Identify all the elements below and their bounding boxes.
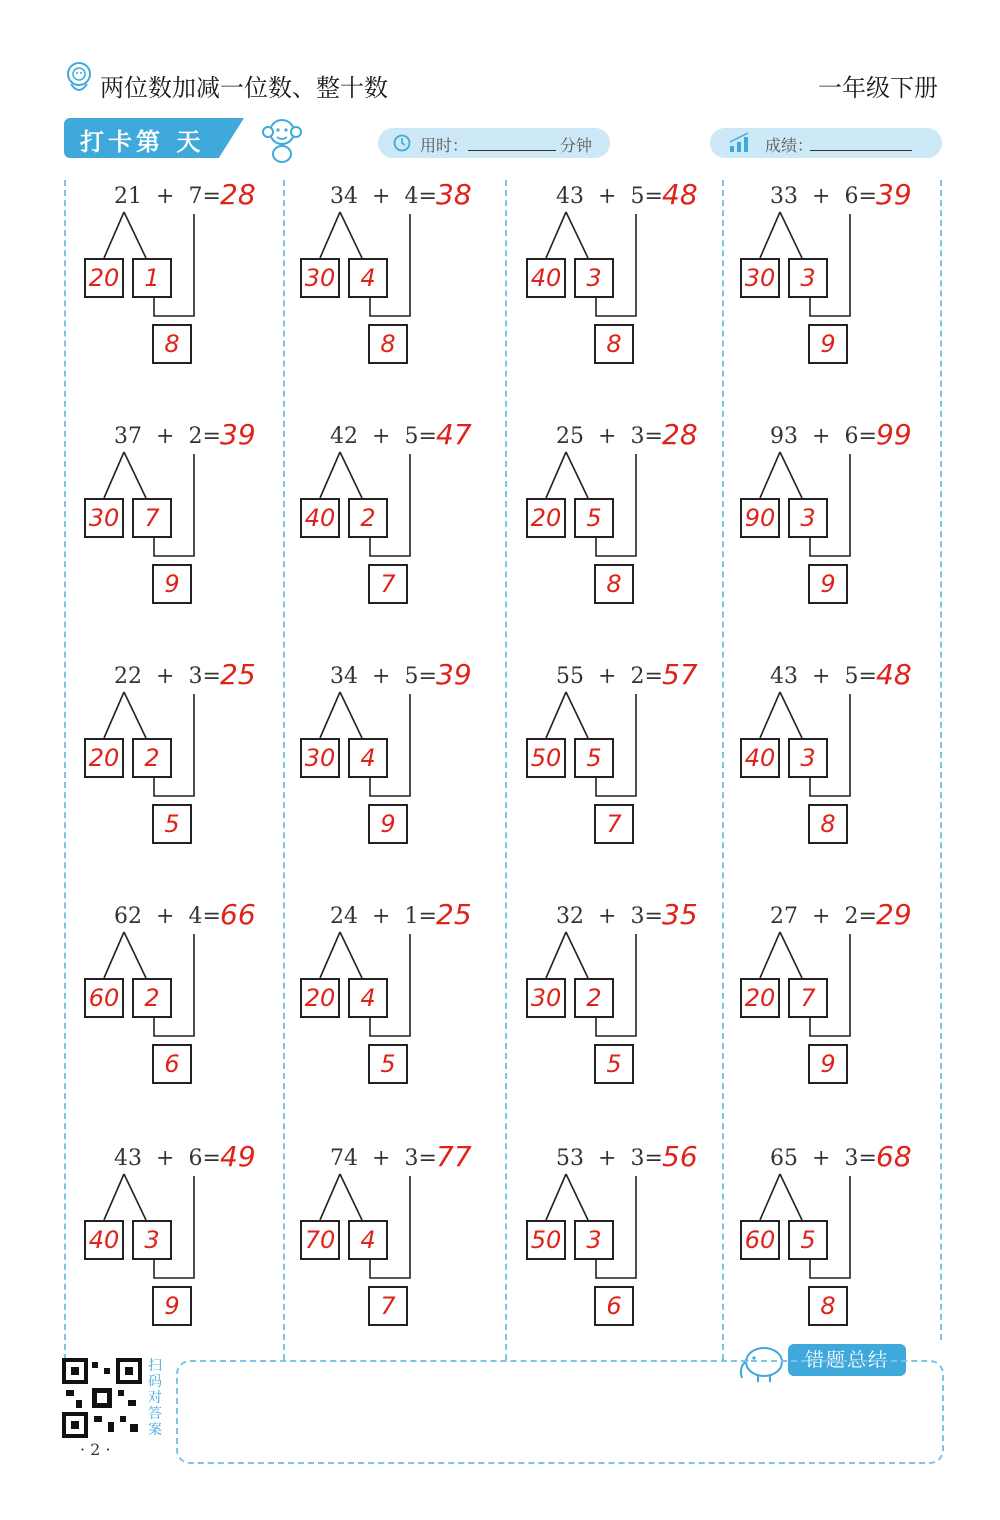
ones-box[interactable]: 4	[348, 1220, 388, 1260]
score-blank[interactable]	[810, 150, 912, 151]
answer[interactable]: 28	[220, 178, 256, 211]
sum-box[interactable]: 9	[808, 564, 848, 604]
tens-box[interactable]: 30	[300, 258, 340, 298]
ones-box[interactable]: 7	[788, 978, 828, 1018]
equation: 43 + 6=	[114, 1146, 221, 1171]
equation: 32 + 3=	[556, 904, 663, 929]
ones-box[interactable]: 2	[348, 498, 388, 538]
time-label: 用时：	[420, 136, 469, 155]
problem-item	[66, 898, 282, 1134]
equation: 22 + 3=	[114, 664, 221, 689]
problem-item	[282, 418, 498, 654]
sum-box[interactable]: 8	[368, 324, 408, 364]
ones-box[interactable]: 2	[132, 978, 172, 1018]
ones-box[interactable]: 3	[788, 258, 828, 298]
addend-a: 32	[556, 904, 584, 929]
answer[interactable]: 49	[220, 1140, 256, 1173]
addend-a: 34	[330, 184, 358, 209]
sum-box[interactable]: 8	[152, 324, 192, 364]
operator: +	[156, 424, 175, 449]
sum-box[interactable]: 5	[368, 1044, 408, 1084]
tens-box[interactable]: 20	[84, 738, 124, 778]
addend-a: 24	[330, 904, 358, 929]
tens-box[interactable]: 20	[740, 978, 780, 1018]
sum-box[interactable]: 5	[594, 1044, 634, 1084]
sum-box[interactable]: 8	[808, 1286, 848, 1326]
addend-b: 7	[188, 184, 203, 209]
addend-b: 3	[630, 424, 645, 449]
ones-box[interactable]: 4	[348, 258, 388, 298]
answer[interactable]: 57	[662, 658, 698, 691]
error-summary-label: 错题总结	[788, 1344, 906, 1376]
problem-item	[722, 178, 938, 414]
tens-box[interactable]: 60	[84, 978, 124, 1018]
ones-box[interactable]: 3	[788, 738, 828, 778]
ones-box[interactable]: 3	[788, 498, 828, 538]
tens-box[interactable]: 50	[526, 738, 566, 778]
answer[interactable]: 38	[436, 178, 472, 211]
addend-a: 33	[770, 184, 798, 209]
addend-a: 53	[556, 1146, 584, 1171]
addend-b: 6	[844, 184, 859, 209]
ones-box[interactable]: 2	[574, 978, 614, 1018]
equation: 43 + 5=	[770, 664, 877, 689]
answer[interactable]: 66	[220, 898, 256, 931]
addend-b: 4	[404, 184, 419, 209]
addend-a: 21	[114, 184, 142, 209]
operator: +	[156, 664, 175, 689]
problem-item	[508, 658, 724, 894]
equation: 65 + 3=	[770, 1146, 877, 1171]
equation: 43 + 5=	[556, 184, 663, 209]
operator: +	[156, 1146, 175, 1171]
addend-a: 43	[770, 664, 798, 689]
addend-b: 5	[630, 184, 645, 209]
problem-item	[282, 898, 498, 1134]
problem-item	[722, 658, 938, 894]
addend-b: 3	[844, 1146, 859, 1171]
equation: 93 + 6=	[770, 424, 877, 449]
addend-b: 6	[188, 1146, 203, 1171]
sum-box[interactable]: 9	[808, 1044, 848, 1084]
sum-box[interactable]: 9	[808, 324, 848, 364]
problem-item	[66, 418, 282, 654]
addend-a: 27	[770, 904, 798, 929]
ones-box[interactable]: 3	[132, 1220, 172, 1260]
addend-a: 37	[114, 424, 142, 449]
equation: 34 + 4=	[330, 184, 437, 209]
addend-b: 5	[404, 424, 419, 449]
sum-box[interactable]: 5	[152, 804, 192, 844]
ones-box[interactable]: 5	[788, 1220, 828, 1260]
tens-box[interactable]: 30	[84, 498, 124, 538]
operator: +	[372, 1146, 391, 1171]
page-title: 两位数加减一位数、整十数	[100, 74, 388, 102]
operator: +	[812, 664, 831, 689]
addend-b: 2	[188, 424, 203, 449]
answer[interactable]: 68	[876, 1140, 912, 1173]
operator: +	[598, 664, 617, 689]
chart-icon	[728, 132, 752, 154]
equation: 25 + 3=	[556, 424, 663, 449]
answer[interactable]: 25	[436, 898, 472, 931]
tens-box[interactable]: 40	[300, 498, 340, 538]
ones-box[interactable]: 5	[574, 738, 614, 778]
ones-box[interactable]: 3	[574, 258, 614, 298]
tens-box[interactable]: 70	[300, 1220, 340, 1260]
answer[interactable]: 56	[662, 1140, 698, 1173]
tens-box[interactable]: 20	[300, 978, 340, 1018]
lion-logo-icon	[62, 60, 96, 98]
operator: +	[372, 424, 391, 449]
problem-item	[508, 898, 724, 1134]
equation: 74 + 3=	[330, 1146, 437, 1171]
addend-b: 4	[188, 904, 203, 929]
addend-b: 5	[404, 664, 419, 689]
equation: 24 + 1=	[330, 904, 437, 929]
addend-a: 43	[114, 1146, 142, 1171]
sum-box[interactable]: 7	[368, 1286, 408, 1326]
addend-b: 1	[404, 904, 419, 929]
ones-box[interactable]: 2	[132, 738, 172, 778]
sum-box[interactable]: 6	[152, 1044, 192, 1084]
tens-box[interactable]: 20	[84, 258, 124, 298]
sum-box[interactable]: 8	[808, 804, 848, 844]
problem-item	[66, 658, 282, 894]
operator: +	[598, 184, 617, 209]
qr-code-icon[interactable]	[62, 1358, 142, 1438]
answer[interactable]: 47	[436, 418, 472, 451]
operator: +	[812, 904, 831, 929]
equation: 53 + 3=	[556, 1146, 663, 1171]
equation: 42 + 5=	[330, 424, 437, 449]
addend-a: 42	[330, 424, 358, 449]
sum-box[interactable]: 7	[368, 564, 408, 604]
addend-b: 3	[404, 1146, 419, 1171]
problem-item	[66, 178, 282, 414]
equation: 27 + 2=	[770, 904, 877, 929]
answer[interactable]: 39	[876, 178, 912, 211]
ones-box[interactable]: 7	[132, 498, 172, 538]
tens-box[interactable]: 50	[526, 1220, 566, 1260]
addend-a: 43	[556, 184, 584, 209]
operator: +	[812, 184, 831, 209]
addend-b: 2	[844, 904, 859, 929]
time-unit: 分钟	[560, 136, 593, 155]
operator: +	[598, 424, 617, 449]
answer[interactable]: 77	[436, 1140, 472, 1173]
operator: +	[598, 904, 617, 929]
addend-a: 74	[330, 1146, 358, 1171]
problem-item	[722, 898, 938, 1134]
tens-box[interactable]: 90	[740, 498, 780, 538]
addend-a: 65	[770, 1146, 798, 1171]
answer[interactable]: 99	[876, 418, 912, 451]
addend-a: 25	[556, 424, 584, 449]
addend-b: 3	[630, 904, 645, 929]
ones-box[interactable]: 3	[574, 1220, 614, 1260]
problem-item	[508, 1140, 724, 1376]
addend-b: 2	[630, 664, 645, 689]
column-divider	[940, 180, 942, 1340]
addend-b: 3	[630, 1146, 645, 1171]
answer[interactable]: 48	[662, 178, 698, 211]
ones-box[interactable]: 5	[574, 498, 614, 538]
equation: 34 + 5=	[330, 664, 437, 689]
sum-box[interactable]: 8	[594, 564, 634, 604]
ones-box[interactable]: 1	[132, 258, 172, 298]
problem-item	[508, 178, 724, 414]
problem-item	[722, 418, 938, 654]
addend-a: 22	[114, 664, 142, 689]
addend-a: 93	[770, 424, 798, 449]
tens-box[interactable]: 40	[740, 738, 780, 778]
addend-b: 3	[188, 664, 203, 689]
sum-box[interactable]: 9	[152, 564, 192, 604]
grade-label: 一年级下册	[818, 74, 938, 102]
monkey-mascot-icon	[255, 112, 309, 166]
operator: +	[156, 184, 175, 209]
operator: +	[372, 904, 391, 929]
error-summary-box[interactable]	[176, 1360, 944, 1464]
sum-box[interactable]: 9	[368, 804, 408, 844]
addend-a: 62	[114, 904, 142, 929]
problem-item	[66, 1140, 282, 1376]
ones-box[interactable]: 4	[348, 738, 388, 778]
equation: 62 + 4=	[114, 904, 221, 929]
answer[interactable]: 48	[876, 658, 912, 691]
operator: +	[156, 904, 175, 929]
page-number: · 2 ·	[80, 1440, 111, 1459]
problem-item	[282, 658, 498, 894]
tens-box[interactable]: 20	[526, 498, 566, 538]
equation: 21 + 7=	[114, 184, 221, 209]
qr-caption: 扫码对答案	[148, 1358, 162, 1438]
equation: 55 + 2=	[556, 664, 663, 689]
tens-box[interactable]: 30	[526, 978, 566, 1018]
column-divider	[505, 180, 507, 1360]
equation: 37 + 2=	[114, 424, 221, 449]
addend-a: 55	[556, 664, 584, 689]
operator: +	[372, 664, 391, 689]
score-label: 成绩：	[765, 136, 814, 155]
problem-item	[508, 418, 724, 654]
operator: +	[372, 184, 391, 209]
checkin-label: 打卡第 天	[80, 128, 205, 156]
tens-box[interactable]: 40	[84, 1220, 124, 1260]
operator: +	[812, 424, 831, 449]
answer[interactable]: 35	[662, 898, 698, 931]
operator: +	[812, 1146, 831, 1171]
answer[interactable]: 28	[662, 418, 698, 451]
answer[interactable]: 29	[876, 898, 912, 931]
operator: +	[598, 1146, 617, 1171]
time-blank[interactable]	[468, 150, 556, 151]
ones-box[interactable]: 4	[348, 978, 388, 1018]
tens-box[interactable]: 30	[300, 738, 340, 778]
addend-b: 6	[844, 424, 859, 449]
tens-box[interactable]: 40	[526, 258, 566, 298]
problem-item	[282, 178, 498, 414]
problem-item	[282, 1140, 498, 1376]
addend-b: 5	[844, 664, 859, 689]
answer[interactable]: 39	[220, 418, 256, 451]
equation: 33 + 6=	[770, 184, 877, 209]
sum-box[interactable]: 9	[152, 1286, 192, 1326]
tens-box[interactable]: 30	[740, 258, 780, 298]
addend-a: 34	[330, 664, 358, 689]
answer[interactable]: 25	[220, 658, 256, 691]
sum-box[interactable]: 7	[594, 804, 634, 844]
clock-icon	[392, 133, 412, 153]
answer[interactable]: 39	[436, 658, 472, 691]
tens-box[interactable]: 60	[740, 1220, 780, 1260]
sum-box[interactable]: 6	[594, 1286, 634, 1326]
sum-box[interactable]: 8	[594, 324, 634, 364]
